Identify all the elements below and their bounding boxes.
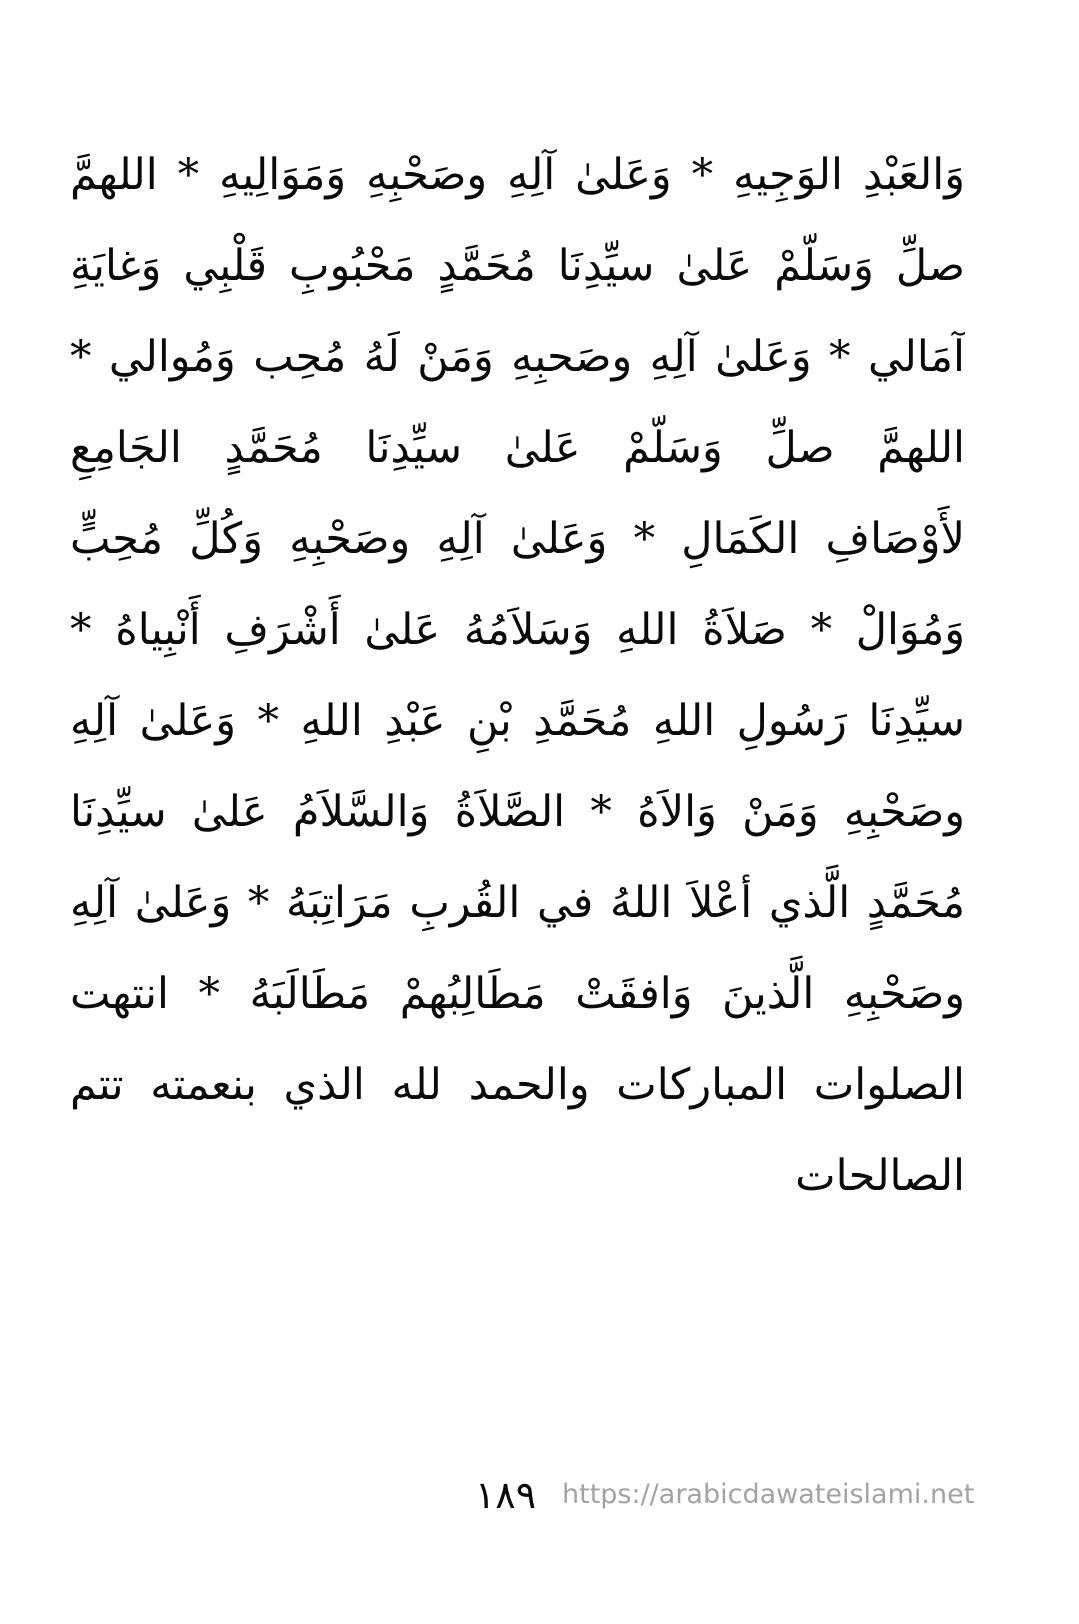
text-line-6: وَمُوَالْ * صَلاَةُ اللهِ وَسَلاَمُهُ عَلىٰ أَشْرَفِ أَنْبِياهُ * <box>70 605 965 655</box>
website-watermark[interactable]: https://arabicdawateislami.net <box>562 1479 975 1510</box>
text-line-2: صلِّ وَسَلّمْ عَلىٰ سيِّدِنَا مُحَمَّدٍ مَحْبُوبِ قَلْبِي وَغايَةِ <box>70 241 965 291</box>
text-line-12: الصالحات <box>795 1151 965 1201</box>
text-line-8: وصَحْبِهِ وَمَنْ وَالاَهُ * الصَّلاَةُ وَالسَّلاَمُ عَلىٰ سيِّدِنَا <box>70 787 965 837</box>
text-line-11: الصلوات المباركات والحمد لله الذي بنعمته تتم <box>70 1060 965 1110</box>
text-line-3: آمَالي * وَعَلىٰ آلِهِ وصَحبِهِ وَمَنْ لَهُ مُحِب وَمُوالي * <box>70 332 965 382</box>
text-line-1: وَالعَبْدِ الوَجِيهِ * وَعَلىٰ آلِهِ وصَحْبِهِ وَمَوَالِيهِ * اللهمَّ <box>70 150 965 200</box>
text-line-5: لأَوْصَافِ الكَمَالِ * وَعَلىٰ آلِهِ وصَحْبِهِ وَكُلِّ مُحِبٍّ <box>70 514 965 564</box>
text-line-7: سيِّدِنَا رَسُولِ اللهِ مُحَمَّدِ بْنِ عَبْدِ اللهِ * وَعَلىٰ آلِهِ <box>70 696 965 746</box>
page-number: ١٨٩ <box>474 1473 537 1517</box>
text-line-9: مُحَمَّدٍ الَّذي أعْلاَ اللهُ في القُربِ مَرَاتِبَهُ * وَعَلىٰ آلِهِ <box>70 878 965 928</box>
arabic-text-block <box>70 130 965 1222</box>
text-line-4: اللهمَّ صلِّ وَسَلّمْ عَلىٰ سيِّدِنَا مُحَمَّدٍ الجَامِعِ <box>70 423 965 473</box>
text-line-10: وصَحْبِهِ الَّذينَ وَافقَتْ مَطَالِبُهمْ مَطَالَبَهُ * انتهت <box>70 969 965 1019</box>
